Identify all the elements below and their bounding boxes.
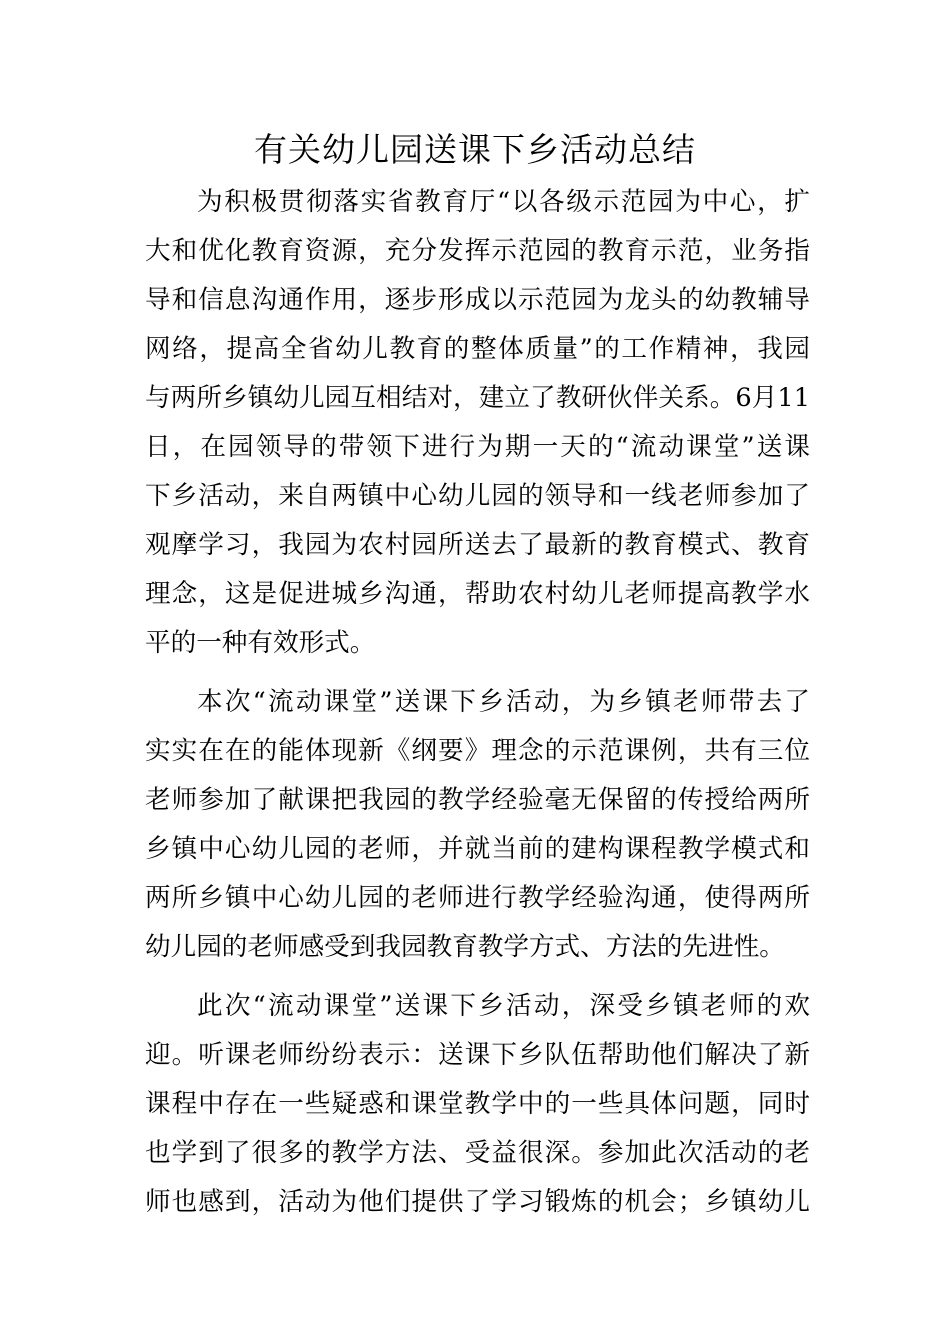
text-line: 也学到了很多的教学方法、受益很深。参加此次活动的老 [145,1138,810,1168]
text-line: 导和信息沟通作用，逐步形成以示范园为龙头的幼教辅导 [145,285,810,315]
text-line: 课程中存在一些疑惑和课堂教学中的一些具体问题，同时 [145,1089,810,1119]
text-line: 网络，提高全省幼儿教育的整体质量”的工作精神，我园 [145,334,810,364]
paragraph-2 [145,678,810,972]
text-line: 迎。听课老师纷纷表示：送课下乡队伍帮助他们解决了新 [145,1040,810,1070]
text-line: 大和优化教育资源，充分发挥示范园的教育示范，业务指 [145,236,810,266]
paragraph-gap [145,972,810,982]
text-line: 与两所乡镇幼儿园互相结对，建立了教研伙伴关系。6月11 [145,383,810,413]
text-line: 此次“流动课堂”送课下乡活动，深受乡镇老师的欢 [197,991,810,1021]
paragraph-gap [145,668,810,678]
text-line: 两所乡镇中心幼儿园的老师进行教学经验沟通，使得两所 [145,883,810,913]
paragraph-3 [145,982,810,1227]
text-line: 理念，这是促进城乡沟通，帮助农村幼儿老师提高教学水 [145,579,810,609]
text-line: 老师参加了献课把我园的教学经验毫无保留的传授给两所 [145,785,810,815]
text-line: 下乡活动，来自两镇中心幼儿园的领导和一线老师参加了 [145,481,810,511]
text-line: 师也感到，活动为他们提供了学习锻炼的机会；乡镇幼儿 [145,1187,810,1217]
document-body [145,178,810,1227]
text-line: 观摩学习，我园为农村园所送去了最新的教育模式、教育 [145,530,810,560]
text-line: 日，在园领导的带领下进行为期一天的“流动课堂”送课 [145,432,810,462]
text-line: 幼儿园的老师感受到我园教育教学方式、方法的先进性。 [145,932,785,962]
text-line: 实实在在的能体现新《纲要》理念的示范课例，共有三位 [145,736,810,766]
text-line: 为积极贯彻落实省教育厅“以各级示范园为中心，扩 [197,187,810,217]
paragraph-1 [145,178,810,668]
document-title: 有关幼儿园送课下乡活动总结 [254,130,696,169]
text-line: 平的一种有效形式。 [145,628,376,658]
text-line: 本次“流动课堂”送课下乡活动，为乡镇老师带去了 [197,687,810,717]
text-line: 乡镇中心幼儿园的老师，并就当前的建构课程教学模式和 [145,834,810,864]
